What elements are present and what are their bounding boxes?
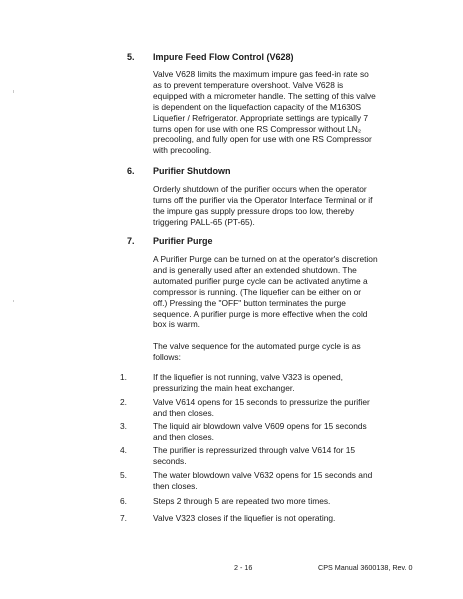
step-number: 6. xyxy=(120,496,127,506)
section-heading: Impure Feed Flow Control (V628) xyxy=(153,52,294,62)
step-text: Valve V323 closes if the liquefier is not operating. xyxy=(153,513,336,523)
section-paragraph: Valve V628 limits the maximum impure gas feed-in rate so as to prevent temperature overshoot. Valve V628 is equipped with a micrometer handle. The setting of this valve is dependent on the liquefaction capacity of the M1630S Liquefier / Refrigerator. Appropriate settings are typically 7 turns open for use with one RS Compressor without LN₂ precooling, and fully open for use with one RS Compressor with precooling. xyxy=(153,69,376,156)
section-heading: Purifier Purge xyxy=(153,236,213,246)
section-number: 6. xyxy=(127,166,135,176)
step-number: 3. xyxy=(120,421,127,431)
step-number: 5. xyxy=(120,470,127,480)
section-paragraph: Orderly shutdown of the purifier occurs when the operator turns off the purifier via the Operator Interface Terminal or if the impure gas supply pressure drops too low, thereby triggering PALL-65 (PT-65). xyxy=(153,184,373,227)
step-number: 1. xyxy=(120,372,127,382)
section-number: 5. xyxy=(127,52,135,62)
scan-speck xyxy=(13,90,14,93)
step-text: Steps 2 through 5 are repeated two more times. xyxy=(153,496,331,506)
step-number: 7. xyxy=(120,513,127,523)
step-text: The water blowdown valve V632 opens for 15 seconds and then closes. xyxy=(153,470,373,491)
section-paragraph: A Purifier Purge can be turned on at the operator's discretion and is generally used after an extended shutdown. The automated purifier purge cycle can be activated anytime a compressor is running. (The liquefier can be either on or off.) Pressing the "OFF" button terminates the purge sequence. A purifier purge is more effective when the cold box is warm. xyxy=(153,254,378,330)
section-number: 7. xyxy=(127,236,135,246)
step-text: Valve V614 opens for 15 seconds to pressurize the purifier and then closes. xyxy=(153,397,370,418)
step-number: 4. xyxy=(120,445,127,455)
step-number: 2. xyxy=(120,397,127,407)
step-text: If the liquefier is not running, valve V323 is opened, pressurizing the main heat exchanger. xyxy=(153,372,343,393)
section-paragraph-2: The valve sequence for the automated purge cycle is as follows: xyxy=(153,341,361,362)
page-number: 2 - 16 xyxy=(234,563,253,572)
section-heading: Purifier Shutdown xyxy=(153,166,231,176)
manual-reference: CPS Manual 3600138, Rev. 0 xyxy=(318,563,413,572)
step-text: The liquid air blowdown valve V609 opens for 15 seconds and then closes. xyxy=(153,421,367,442)
scan-speck xyxy=(13,300,14,302)
step-text: The purifier is repressurized through valve V614 for 15 seconds. xyxy=(153,445,356,466)
